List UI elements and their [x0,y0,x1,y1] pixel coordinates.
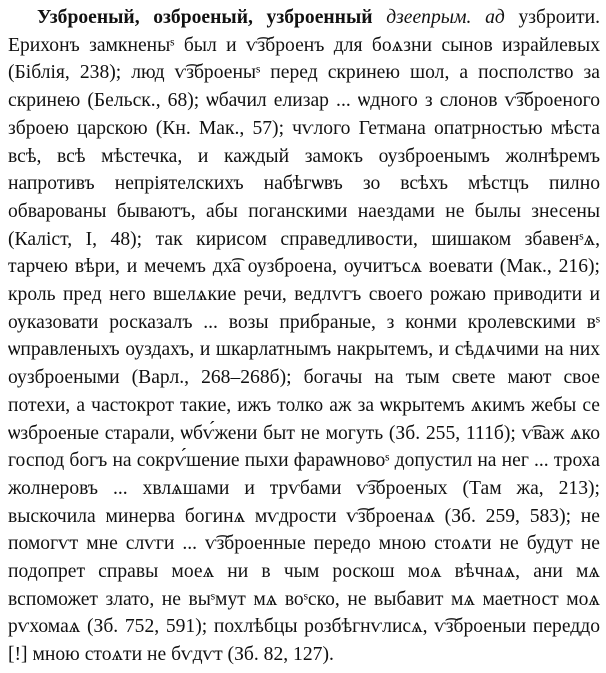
dictionary-entry [8,4,600,669]
entry-paragraph [8,4,600,669]
grammar-note: дзеепрым. ад [386,7,505,28]
entry-body: Ерихонъ замкненыˢ был и ѵ͡зброенъ для боѧзни сынов израйлевых (Біблія, 238); люд ѵ͡зброеныˢ перед скринею шол, а посполство за скринею (Бельск., 68); ѡбачил елизар ... ѡдного з слонов ѵ͡зброеного зброею царскою (Кн. Мак., 57); чѵлого Гетмана опатрностью мѣста всѣ, всѣ мѣстечка, и каждый замокъ оузброенымъ жолнѣремъ напротивъ непріятелскихъ набѣгѡвъ зо всѣхъ мѣстцъ пилно обварованы бываютъ, абы поганскими наездами не былы знесены (Каліст, I, 48); так кирисом справедливости, шишаком збавенˢѧ, тарчею вѣри, и мечемъ дх͡а оузброена, оучитъсѧ воевати (Мак., 216); кроль пред него вшелѧкие речи, ведлѵгъ своего рожаю приводити и оуказовати росказалъ ... возы прибраные, з конми кролевскими вˢ ѡправленыхъ оуздахъ, и шкарлатнымъ накрытемъ, и сѣдѧчими на них оузброеными (Варл., 268–268б); богачы на тым свете мают свое потехи, а частокрот такие, ижъ толко аж за ѡкрытемъ ѧкимъ жебы се ѡзброеные старали, ѡбѵ́жени быт не могуть (Зб. 255, 111б); ѵ͡важ ѧко господ богъ на сокрѵ́шение пыхи фараѡновоˢ допустил на нег ... троха жолнеровъ ... хвлѧшами и трѵбами ѵ͡зброеных (Там жа, 213); выскочила минерва богинѧ мѵдрости ѵ͡зброенаѧ (Зб. 259, 583); не помогѵт мне слѵги ... ѵ͡зброенные передо мною стоѧти не будут не подопрет справы моеѧ ни в чым роскош моѧ вѣчнаѧ, ани мѧ вспоможет злато, не выˢмут мѧ воˢско, не выбавит мѧ маетност моѧ рѵхомаѧ (Зб. 752, 591); похлѣбцы розбѣгнѵлисѧ, ѵ͡зброеныи переддо [!] мною стоѧти не бѵдѵт (Зб. 82, 127). [8,34,600,666]
entry-headword: Узброеный, озброеный, узброенный [37,7,373,28]
source-verb: узброити. [504,7,600,28]
